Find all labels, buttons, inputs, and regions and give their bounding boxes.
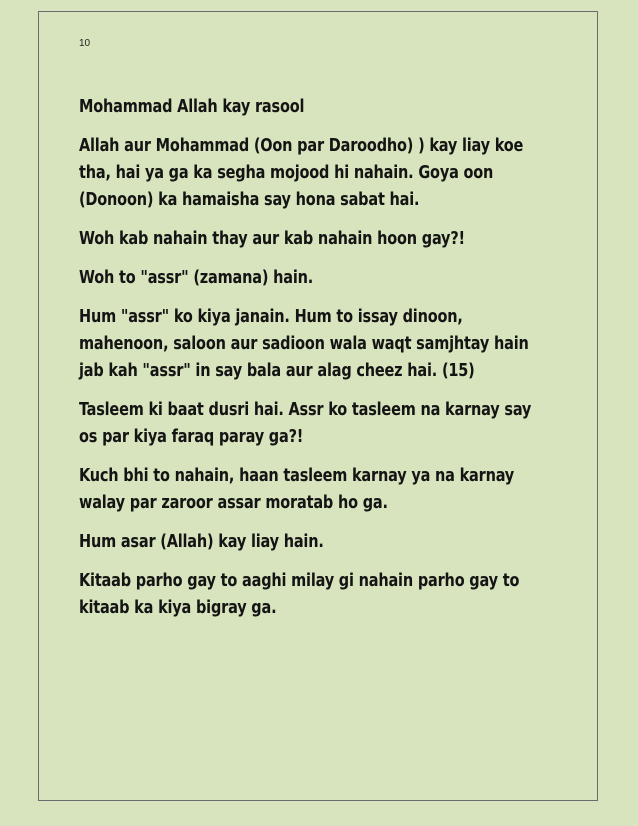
paragraph-title: Mohammad Allah kay rasool [79, 97, 305, 117]
document-body [79, 94, 539, 634]
paragraph: Kuch bhi to nahain, haan tasleem karnay ya na karnay walay par zaroor assar moratab ho ga. [79, 466, 515, 513]
paragraph: Woh kab nahain thay aur kab nahain hoon gay?! [79, 229, 465, 249]
page-number: 10 [79, 38, 91, 49]
paragraph: Allah aur Mohammad (Oon par Daroodho) ) kay liay koe tha, hai ya ga ka segha mojood hi nahain. Goya oon (Donoon) ka hamaisha say hona sabat hai. [79, 136, 524, 210]
paragraph: Woh to "assr" (zamana) hain. [79, 268, 314, 288]
paragraph: Hum "assr" ko kiya janain. Hum to issay dinoon, mahenoon, saloon aur sadioon wala waqt samjhtay hain jab kah "assr" in say bala aur alag cheez hai. (15) [79, 307, 529, 381]
paragraph: Tasleem ki baat dusri hai. Assr ko tasleem na karnay say os par kiya faraq paray ga?! [79, 400, 532, 447]
paragraph: Hum asar (Allah) kay liay hain. [79, 532, 324, 552]
paragraph: Kitaab parho gay to aaghi milay gi nahain parho gay to kitaab ka kiya bigray ga. [79, 571, 520, 618]
